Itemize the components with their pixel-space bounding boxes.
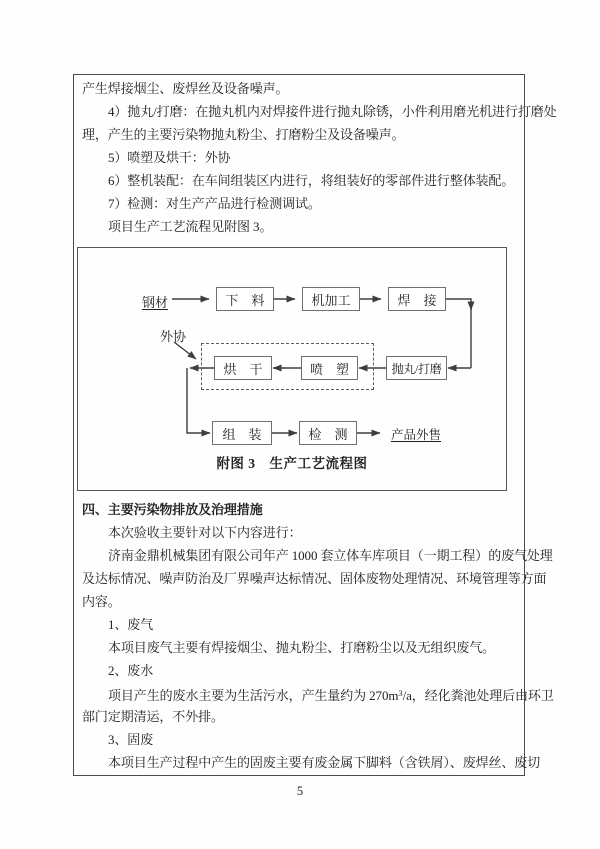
paragraph-line: 部门定期清运，不外排。 (82, 709, 224, 724)
flowchart-node-welding: 焊 接 (388, 287, 446, 311)
wastewater-text-pre: 项目产生的废水主要为生活污水，产生量约为 270m (108, 688, 399, 703)
flowchart-node-testing: 检 测 (299, 421, 357, 445)
flowchart-node-blanking: 下 料 (216, 287, 274, 311)
paragraph-line: 1、废气 (108, 617, 154, 632)
figure-caption: 附图 3 生产工艺流程图 (216, 456, 368, 471)
flowchart-figure (77, 247, 507, 491)
paragraph-line: 理，产生的主要污染物抛丸粉尘、打磨粉尘及设备噪声。 (82, 127, 405, 142)
paragraph-line: 6）整机装配：在车间组装区内进行，将组装好的零部件进行整体装配。 (108, 173, 515, 188)
paragraph-line: 3、固废 (108, 732, 154, 747)
paragraph-line: 7）检测：对生产产品进行检测调试。 (108, 196, 321, 211)
process-description-block (82, 77, 557, 238)
paragraph-line: 本项目生产过程中产生的固废主要有废金属下脚料（含铁屑）、废焊丝、废切 (108, 755, 541, 770)
flowchart-node-assembly: 组 装 (212, 421, 272, 445)
flowchart-node-machining: 机加工 (302, 287, 360, 311)
paragraph-line-wastewater (82, 682, 554, 705)
paragraph-line: 及达标情况、噪声防治及厂界噪声达标情况、固体废物处理情况、环境管理等方面 (82, 571, 547, 586)
paragraph-line: 项目生产工艺流程见附图 3。 (108, 219, 273, 234)
flowchart-outsource-label: 外协 (159, 329, 186, 344)
content-frame (73, 74, 557, 776)
flowchart-input-label: 钢材 (141, 295, 168, 310)
section-heading: 四、主要污染物排放及治理措施 (82, 502, 263, 517)
paragraph-line: 内容。 (82, 594, 121, 609)
flowchart-node-blasting: 抛丸/打磨 (386, 356, 447, 380)
paragraph-line: 2、废水 (108, 663, 154, 678)
paragraph-line: 本项目废气主要有焊接烟尘、抛丸粉尘、打磨粉尘以及无组织废气。 (108, 640, 496, 655)
page-number: 5 (296, 784, 304, 798)
paragraph-line: 本次验收主要针对以下内容进行： (108, 525, 302, 540)
superscript-3: 3 (398, 688, 403, 698)
paragraph-line: 产生焊接烟尘、废焊丝及设备噪声。 (82, 81, 289, 96)
paragraph-line: 济南金鼎机械集团有限公司年产 1000 套立体车库项目（一期工程）的废气处理 (108, 548, 553, 563)
wastewater-text-post: /a，经化粪池处理后由环卫 (402, 688, 554, 703)
paragraph-line: 4）抛丸/打磨：在抛丸机内对焊接件进行抛丸除锈，小件利用磨光机进行打磨处 (108, 104, 557, 119)
flowchart-node-coating: 喷 塑 (301, 356, 358, 380)
section-four-block (82, 498, 554, 774)
paragraph-line: 5）喷塑及烘干：外协 (108, 150, 231, 165)
flowchart-node-drying: 烘 干 (214, 356, 272, 380)
flowchart-output-label: 产品外售 (390, 428, 441, 442)
